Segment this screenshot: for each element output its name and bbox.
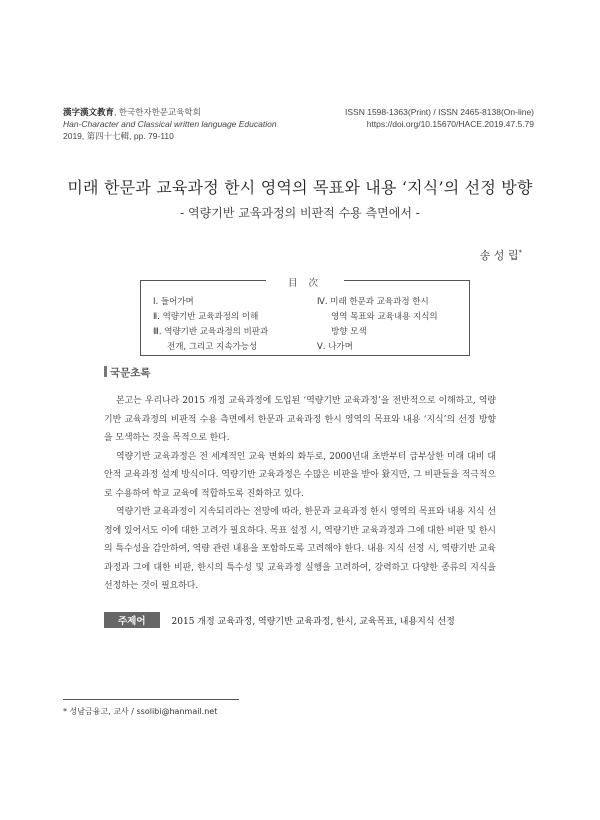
footnote-divider: [63, 699, 239, 700]
abstract-paragraph: 역량기반 교육과정이 지속되리라는 전망에 따라, 한문과 교육과정 한시 영역의 목표와 내용 지식 선정에 있어서도 이에 대한 고려가 필요하다. 목표 설정 시, 역량기반 교육과정과 그에 대한 비판 및 한시의 특수성을 감안하여, 역량 관련 내용을 포함하도록 고려해야 한다. 내용 지식 선정 시, 역량기반 교육과정과 그에 대한 비판, 한시의 특수성 및 교육과정 실행을 고려하여, 강력하고 다양한 종류의 지식을 선정하는 것이 필요하다.: [104, 507, 496, 591]
society-name: , 한국한자한문교육학회: [114, 107, 201, 117]
toc-heading: 目 次: [266, 278, 344, 289]
author-footnote-mark: *: [518, 248, 522, 257]
abstract-body: [104, 392, 496, 596]
toc-item-continuation: 영역 목표와 교육내용 지식의: [331, 312, 438, 322]
journal-header: [63, 106, 277, 142]
journal-english-name: Han-Character and Classical written language Education: [63, 119, 277, 129]
paper-title: 미래 한문과 교육과정 한시 영역의 목표와 내용 ‘지식’의 선정 방향: [67, 178, 533, 197]
toc-item-continuation: 전개, 그리고 지속가능성: [167, 342, 258, 352]
toc-item: Ⅱ. 역량기반 교육과정의 이해: [153, 312, 259, 322]
issn-block: [345, 106, 534, 130]
table-of-contents: [140, 280, 470, 356]
author: [480, 247, 522, 263]
author-footnote: * 성남금융고, 교사 / ssolibi@hanmail.net: [63, 707, 218, 716]
toc-left-column: [153, 295, 268, 355]
toc-item: Ⅴ. 나가며: [317, 342, 353, 352]
toc-right-column: [317, 295, 438, 355]
toc-item: Ⅲ. 역량기반 교육과정의 비판과: [153, 327, 269, 337]
doi-link[interactable]: https://doi.org/10.15670/HACE.2019.47.5.79: [366, 119, 534, 129]
issn: ISSN 1598-1363(Print) / ISSN 2465-8138(On-line): [345, 107, 534, 117]
section-bar-icon: [104, 366, 107, 377]
abstract-heading-text: 국문초록: [110, 367, 151, 379]
paper-subtitle: - 역량기반 교육과정의 비판적 수용 측면에서 -: [180, 206, 420, 220]
abstract-heading: [104, 365, 151, 380]
journal-name-line: [63, 106, 277, 118]
abstract-paragraph: 역량기반 교육과정은 전 세계적인 교육 변화의 화두로, 2000년대 초반부터 급부상한 미래 대비 대안적 교육과정 설계 방식이다. 역량기반 교육과정은 수많은 비판을 받아 왔지만, 그 비판들을 적극적으로 수용하여 학교 교육에 적합하도록 진화하고 있다.: [104, 451, 496, 499]
toc-item-continuation: 방향 모색: [331, 327, 367, 337]
keywords: [104, 612, 504, 628]
journal-issue: 2019, 第四十七輯, pp. 79-110: [63, 131, 174, 141]
toc-item: Ⅰ. 들어가며: [153, 297, 194, 307]
journal-brand: 漢字漢文教育: [63, 107, 115, 117]
keywords-text: 2015 개정 교육과정, 역량기반 교육과정, 한시, 교육목표, 내용지식 선정: [171, 617, 455, 627]
abstract-paragraph: 본고는 우리나라 2015 개정 교육과정에 도입된 ‘역량기반 교육과정’을 전반적으로 이해하고, 역량기반 교육과정의 비판적 수용 측면에서 한문과 교육과정 한시 영역의 목표와 내용 ‘지식’의 선정 방향을 모색하는 것을 목적으로 한다.: [104, 396, 496, 443]
author-name: 송 성 립: [479, 249, 519, 262]
keywords-label: 주제어: [104, 612, 160, 628]
toc-item: Ⅳ. 미래 한문과 교육과정 한시: [317, 297, 429, 307]
